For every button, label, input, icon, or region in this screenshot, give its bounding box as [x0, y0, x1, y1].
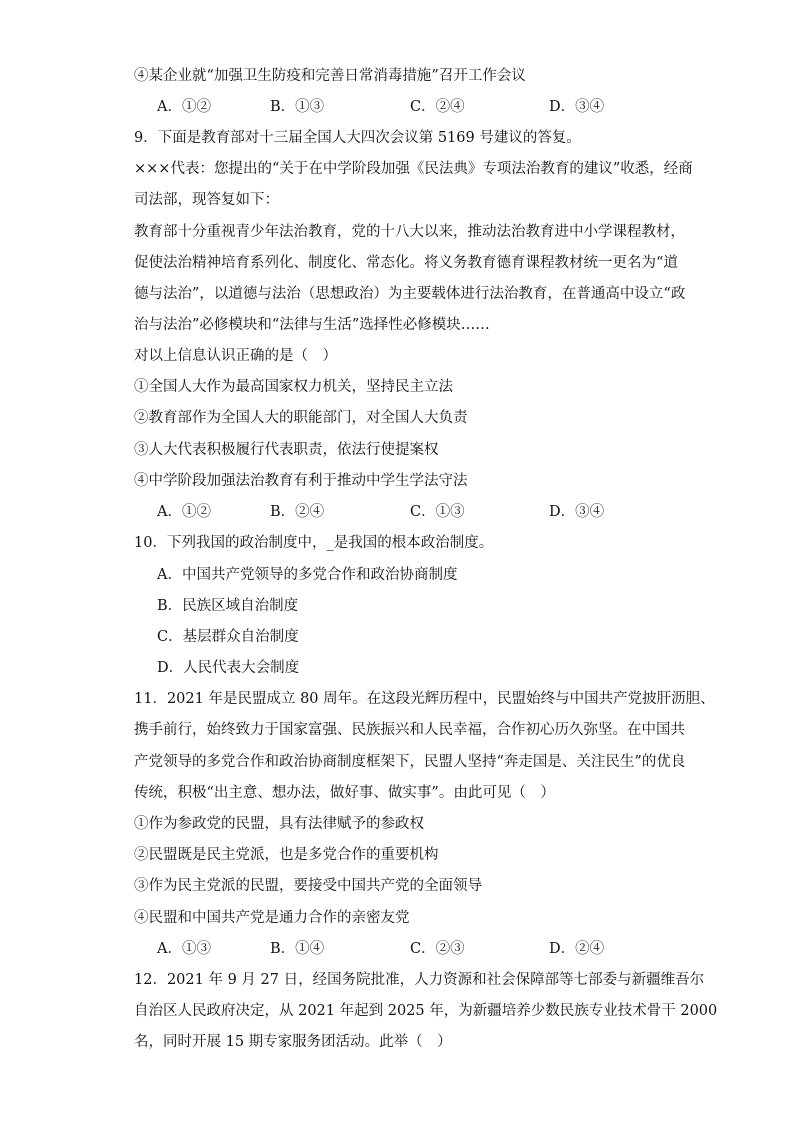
q9-option-c[interactable]: C．①③ — [410, 504, 465, 520]
q12-stem-line: 自治区人民政府决定，从 2021 年起到 2025 年，为新疆培养少数民族专业技术骨干 2000 — [134, 1003, 718, 1019]
q11-stem-line: 传统，积极“出主意、想办法，做好事、做实事”。由此可见（ ） — [134, 785, 555, 801]
q9-option-d[interactable]: D．③④ — [549, 504, 605, 520]
q9-letter-line: 司法部，现答复如下： — [134, 192, 279, 208]
q10-choice-d[interactable]: D．人民代表大会制度 — [157, 660, 300, 676]
q8-option-c[interactable]: C．②④ — [410, 99, 465, 115]
q12-stem-line: 12．2021 年 9 月 27 日，经国务院批准，人力资源和社会保障部等七部委与新疆维吾尔 — [134, 972, 705, 988]
q9-item-2: ②教育部作为全国人大的职能部门，对全国人大负责 — [134, 410, 468, 426]
q9-question: 对以上信息认识正确的是（ ） — [134, 348, 337, 364]
q10-choice-a[interactable]: A．中国共产党领导的多党合作和政治协商制度 — [157, 567, 458, 583]
q8-option-d[interactable]: D．③④ — [549, 99, 605, 115]
q11-item-1: ①作为参政党的民盟，具有法律赋予的参政权 — [134, 816, 424, 832]
q11-option-b[interactable]: B．①④ — [270, 941, 325, 957]
q9-letter-line: 德与法治”，以道德与法治（思想政治）为主要载体进行法治教育，在普通高中设立“政 — [134, 286, 686, 302]
q11-item-4: ④民盟和中国共产党是通力合作的亲密友党 — [134, 910, 410, 926]
q9-letter-line: 教育部十分重视青少年法治教育，党的十八大以来，推动法治教育进中小学课程教材， — [134, 224, 685, 240]
q9-item-3: ③人大代表积极履行代表职责，依法行使提案权 — [134, 442, 439, 458]
q9-item-4: ④中学阶段加强法治教育有利于推动中学生学法守法 — [134, 473, 468, 489]
q10-stem: 10．下列我国的政治制度中，_是我国的根本政治制度。 — [134, 535, 494, 551]
q11-option-a[interactable]: A．①③ — [157, 941, 211, 957]
q10-choice-c[interactable]: C．基层群众自治制度 — [157, 629, 299, 645]
q8-item-4: ④某企业就“加强卫生防疫和完善日常消毒措施”召开工作会议 — [134, 68, 526, 84]
q9-letter-line: 促使法治精神培育系列化、制度化、常态化。将义务教育德育课程教材统一更名为“道 — [134, 255, 678, 271]
q9-option-b[interactable]: B．②④ — [270, 504, 325, 520]
q11-item-3: ③作为民主党派的民盟，要接受中国共产党的全面领导 — [134, 878, 482, 894]
q11-option-c[interactable]: C．②③ — [410, 941, 465, 957]
q8-option-a[interactable]: A．①② — [157, 99, 211, 115]
q8-option-b[interactable]: B．①③ — [270, 99, 325, 115]
q9-item-1: ①全国人大作为最高国家权力机关，坚持民主立法 — [134, 379, 453, 395]
q10-choice-b[interactable]: B．民族区域自治制度 — [157, 598, 299, 614]
q9-letter-line: 治与法治”必修模块和“法律与生活”选择性必修模块…… — [134, 317, 490, 333]
q11-option-d[interactable]: D．②④ — [549, 941, 605, 957]
q9-letter-line: ×××代表：您提出的“关于在中学阶段加强《民法典》专项法治教育的建议”收悉，经商 — [134, 161, 693, 177]
q12-stem-line: 名，同时开展 15 期专家服务团活动。此举（ ） — [134, 1034, 452, 1050]
q9-stem: 9．下面是教育部对十三届全国人大四次会议第 5169 号建议的答复。 — [134, 130, 581, 146]
q9-option-a[interactable]: A．①② — [157, 504, 211, 520]
q11-stem-line: 11．2021 年是民盟成立 80 周年。在这段光辉历程中，民盟始终与中国共产党披肝沥胆、 — [134, 691, 715, 707]
q11-stem-line: 携手前行，始终致力于国家富强、民族振兴和人民幸福，合作初心历久弥坚。在中国共 — [134, 722, 685, 738]
q11-stem-line: 产党领导的多党合作和政治协商制度框架下，民盟人坚持“奔走国是、关注民生”的优良 — [134, 754, 686, 770]
q11-item-2: ②民盟既是民主党派，也是多党合作的重要机构 — [134, 847, 439, 863]
